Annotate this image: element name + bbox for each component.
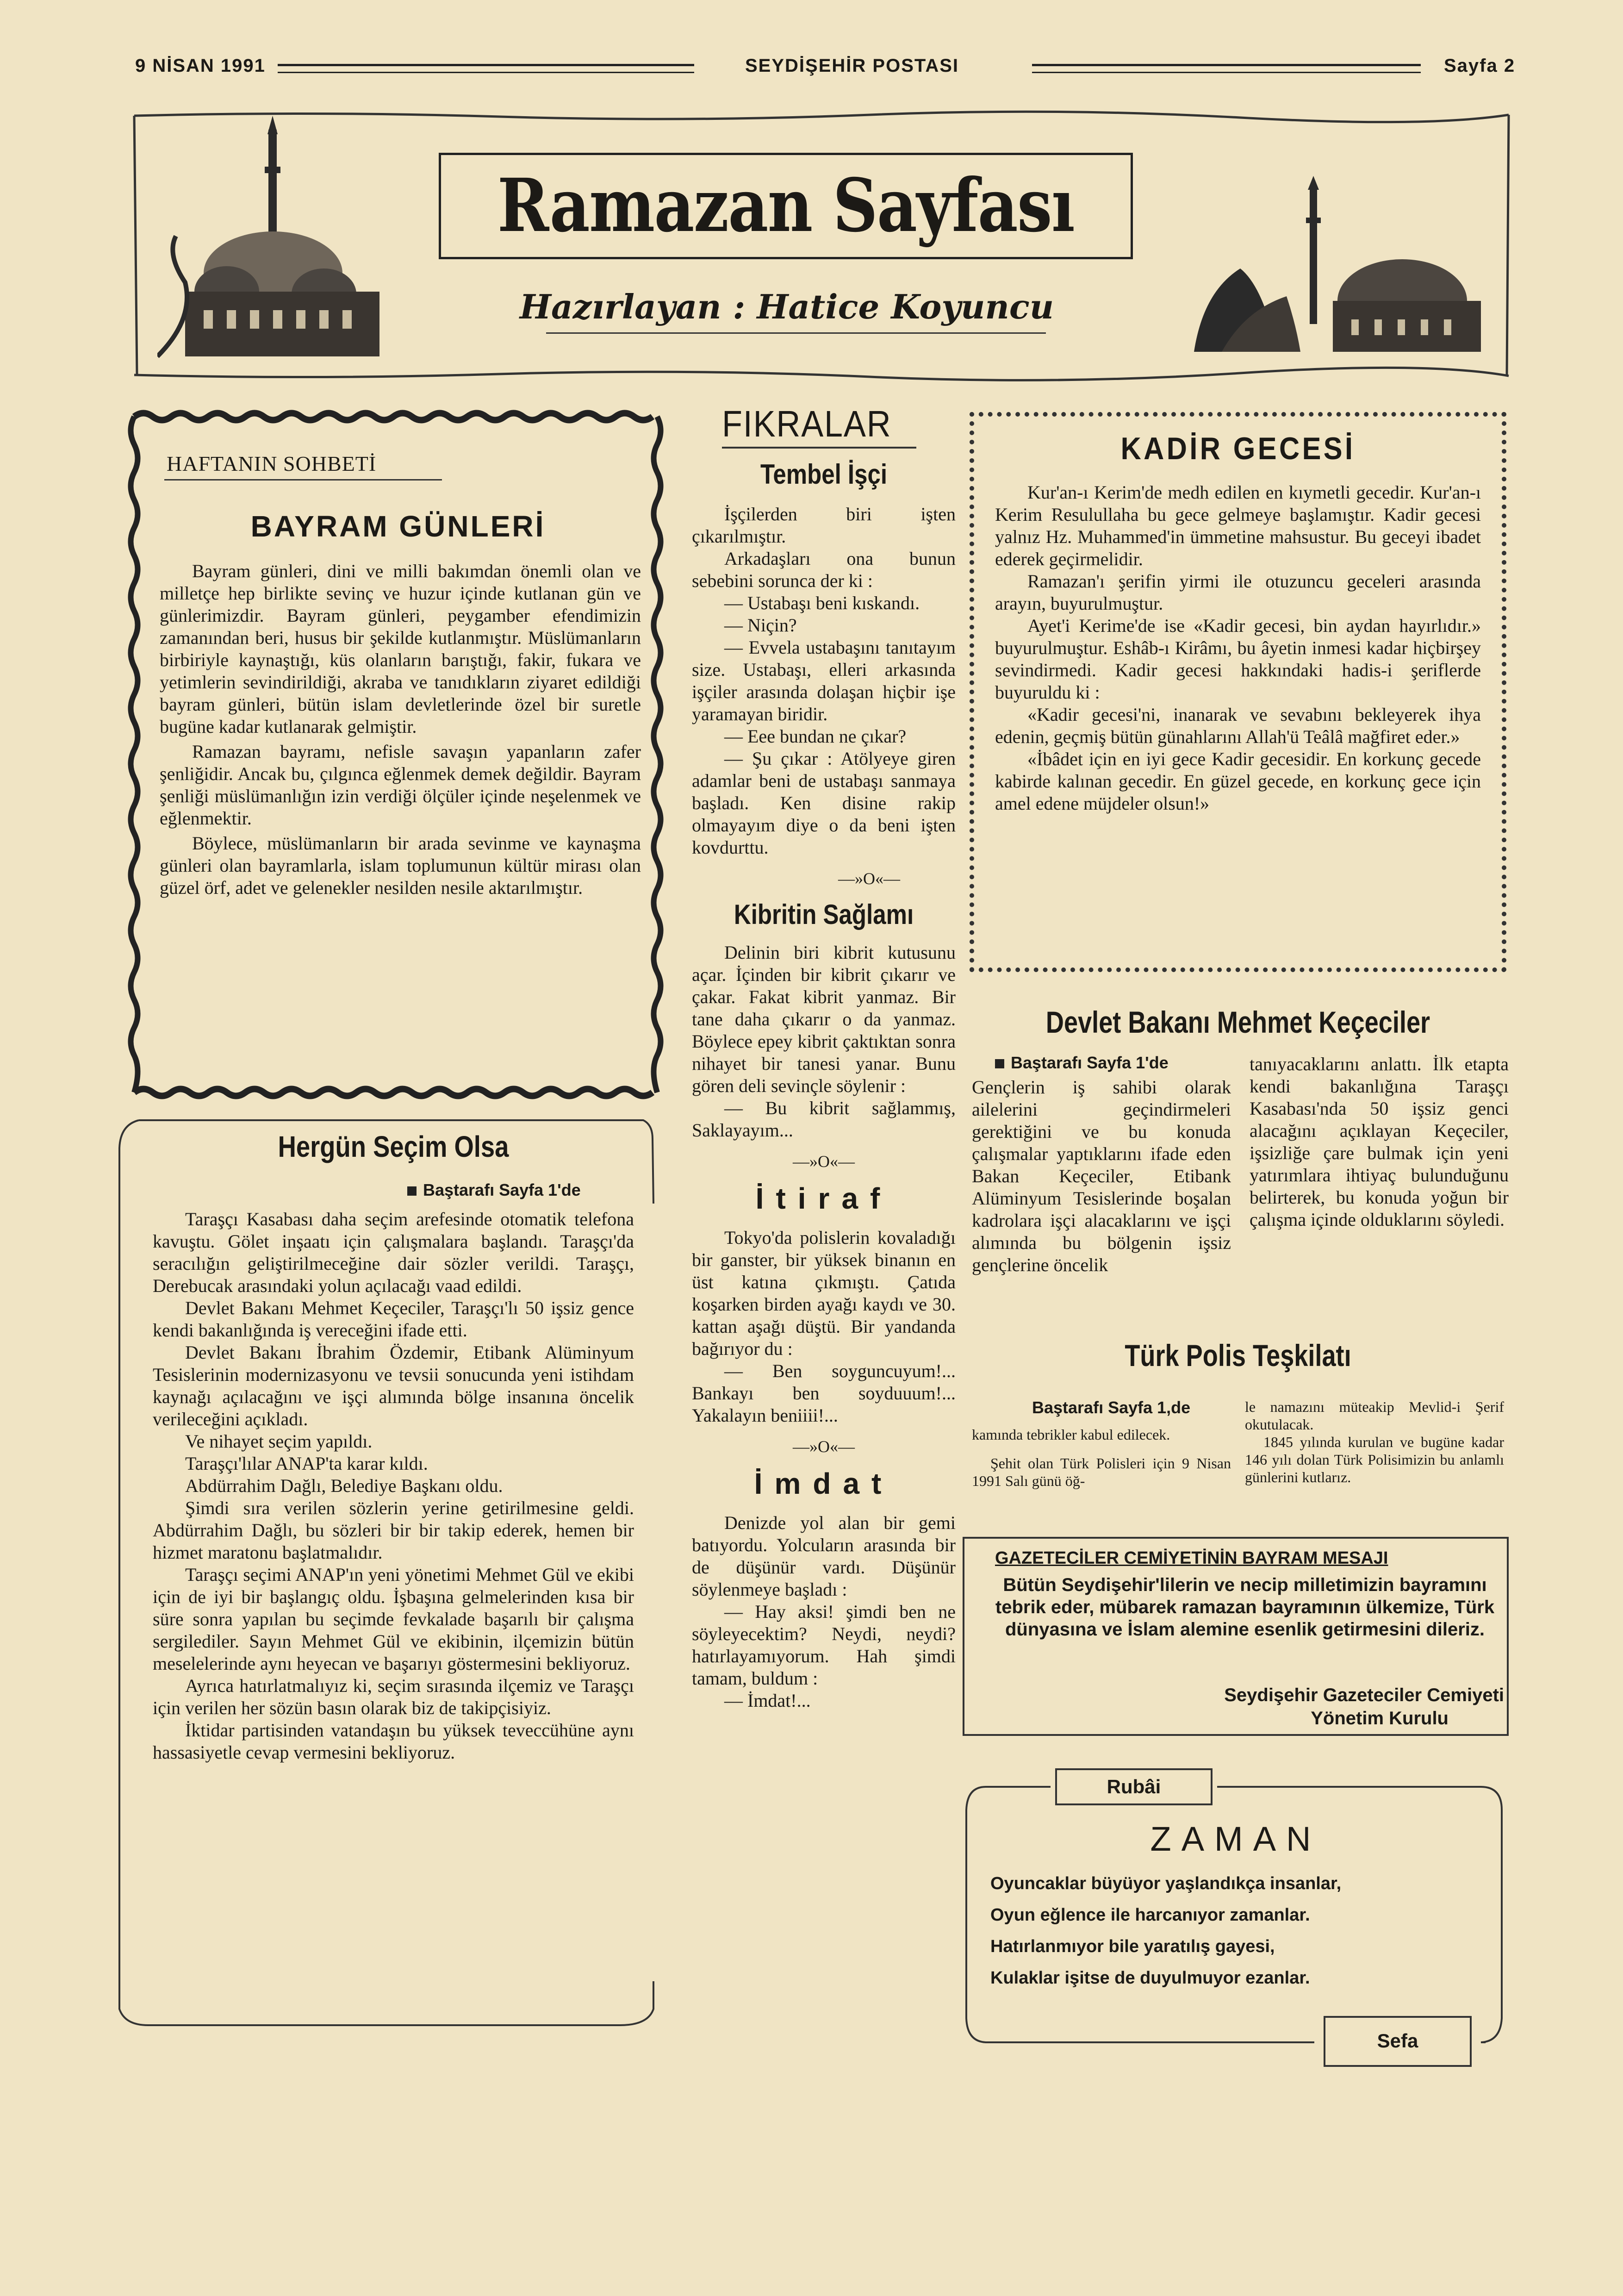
kadir-body [995,481,1481,815]
subtitle-underline [546,332,1046,334]
fikra-line: Delinin biri kibrit kutusunu açar. İçinden bir kibrit çıkarır ve çakar. Fakat kibrit yanmaz. Bir tane daha çıkarır o da yanmaz. Böylece epey kibrit çaktıktan sonra nihayet bir tanesi yanar. Bunu gören deli sevinçle söylenir : [692,942,956,1096]
mosque-illustration-left [157,116,417,361]
gazeteciler-sig1: Seydişehir Gazeteciler Cemiyeti [1224,1685,1504,1705]
sohbet-paragraph: Böylece, müslümanların bir arada sevinme ve kaynaşma günleri olan bayramlarla, islam toplumunun kültür mirası olan güzel örf, adet ve gelenekler nesilden nesile aktarılmıştır. [160,833,641,898]
fikra-line: — Hay aksi! şimdi ben ne söyleyecektim? Neydi, neydi? hatırlayamıyorum. Hah şimdi tamam, buldum : [692,1601,956,1689]
fikra-body [692,1512,956,1712]
fikra-title: Kibritin Sağlamı [734,899,914,930]
bullet-square-icon [995,1059,1004,1068]
hergun-paragraph: Ve nihayet seçim yapıldı. [185,1431,373,1452]
fikra-line: Denizde yol alan bir gemi batıyordu. Yolcuların arasında bir de düşünür vardı. Düşünür söylenmeye başladı : [692,1512,956,1600]
fikra-line: İşçilerden biri işten çıkarılmıştır. [692,504,956,547]
devlet-title: Devlet Bakanı Mehmet Keçeciler [1045,1005,1430,1039]
page-number: Sayfa 2 [1444,56,1516,76]
fikra-body [692,1227,956,1427]
masthead-rule-right [1032,64,1421,73]
fikralar-label: FIKRALAR [722,403,892,444]
fikra-line: — Bu kibrit sağlammış, Saklayayım... [692,1098,956,1141]
fikra-body [692,503,956,859]
hergun-continued [407,1180,581,1200]
fikra-line: Tokyo'da polislerin kovaladığı bir ganster, bir yüksek binanın en üst katına çıkmıştı. Çatıda koşarken birden ayağı kaydı ve 30. kattan aşağı düştü. Bir yandanda bağırıyor du : [692,1227,956,1359]
hergun-continued-text: Baştarafı Sayfa 1'de [423,1180,581,1199]
gazeteciler-body: Bütün Seydişehir'lilerin ve necip milletimizin bayramını tebrik eder, mübarek ramazan bayramının ülkemize, Türk dünyasına ve İslam alemine esenlik getirmesini dileriz. [995,1575,1495,1640]
fikra-title: İtiraf [755,1182,892,1215]
fikra-line: — İmdat!... [724,1690,811,1711]
fikra-line: — Eee bundan ne çıkar? [724,726,907,747]
polis-col2-text: le namazını müteakip Mevlid-i Şerif okutulacak. [1245,1398,1504,1433]
polis-col1-text: kamında tebrikler kabul edilecek. [972,1426,1170,1443]
newspaper-name: SEYDİŞEHİR POSTASI [745,56,959,76]
kadir-title: KADİR GECESİ [1120,431,1356,466]
banner-title: Ramazan Sayfası [497,163,1075,249]
fikra-body [692,942,956,1142]
rubai-author-box [1324,2016,1472,2067]
polis-continued: Baştarafı Sayfa 1,de [1032,1398,1191,1417]
sohbet-paragraph: Bayram günleri, dini ve milli bakımdan önemli olan ve milletçe hep birlikte sevinç ve huzur içinde kutlanan gün ve günlerimizdir. Bayram günleri, peygamber efendimizin zamanından beri, husus bir şekilde kutlanmıştır. Müslümanların birbiriyle kaynaştığı, küs olanların barıştığı, fakir, fukara ve yetimlerin sevindirildiği, akraba ve tanıdıkların ziyaret edildiği bayram günleri, bütün islam devletlerinde özel bir suretle bugüne kadar kutlanarak gelmiştir. [160,561,641,737]
fikra-line: — Niçin? [724,615,797,636]
kadir-paragraph: «İbâdet için en iyi gece Kadir gecesidir. En korkunç gecede kabirde kalınan gecedir. En güzel gecede, en korkunç gece için amel edene müjdeler olsun!» [995,749,1481,814]
rubai-line: Oyun eğlence ile harcanıyor zamanlar. [990,1905,1310,1925]
fikra-separator: —»O«— [793,1437,855,1456]
polis-col1 [972,1426,1231,1490]
sohbet-body [160,560,641,899]
polis-col1-text-b: Şehit olan Türk Polisleri için 9 Nisan 1991 Salı günü öğ- [972,1455,1231,1489]
mosque-illustration-right [1185,176,1499,361]
banner-subtitle: Hazırlayan : Hatice Koyuncu [519,287,1054,326]
polis-col2 [1245,1398,1504,1486]
polis-title: Türk Polis Teşkilatı [1125,1338,1351,1373]
fikra-line: — Ben soyguncuyum!... Bankayı ben soyduuum!... Yakalayın beniiii!... [692,1360,956,1426]
fikra-line: — Ustabaşı beni kıskandı. [724,593,920,613]
sohbet-label: HAFTANIN SOHBETİ [167,452,377,475]
gazeteciler-title: GAZETECİLER CEMİYETİNİN BAYRAM MESAJI [995,1548,1388,1568]
gazeteciler-sig2: Yönetim Kurulu [1311,1708,1449,1728]
hergun-paragraph: Abdürrahim Dağlı, Belediye Başkanı oldu. [185,1475,503,1496]
devlet-col1: Gençlerin iş sahibi olarak ailelerini geçindirmeleri gerektiğini ve bu konuda çalışmalar yaptıklarını ifade eden Bakan Keçeciler, Etibank Alüminyum Tesislerinde boşalan kadrolara işçi alacaklarını ve işçi alımında bu bölgenin işsiz gençlerine öncelik [972,1077,1231,1275]
rubai-label-box [1055,1768,1213,1805]
rubai-title: ZAMAN [1150,1820,1321,1858]
devlet-continued [995,1053,1169,1073]
hergun-paragraph: Devlet Bakanı Mehmet Keçeciler, Taraşçı'lı 50 işsiz gence kendi bakanlığında iş vereceğini ifade etti. [153,1298,634,1341]
kadir-paragraph: Ayet'i Kerime'de ise «Kadir gecesi, bin aydan hayırlıdır.» buyurulmuştur. Eshâb-ı Kirâmı, bu âyetin inmesi kadar hiçbirşey sevindirmedi. Kadir gecesi hakkındaki hadis-i şeriflerde buyuruldu ki : [995,615,1481,703]
rubai-author: Sefa [1377,2030,1418,2052]
issue-date: 9 NİSAN 1991 [135,56,266,76]
sohbet-paragraph: Ramazan bayramı, nefisle savaşın yapanların zafer şenliğidir. Ancak bu, çılgınca eğlenmek demek değildir. Bayram şenliği müslümanlığın izin verdiği ölçüler içinde neşelenmek ve eğlenmektir. [160,741,641,829]
fikra-line: — Evvela ustabaşını tanıtayım size. Ustabaşı, elleri arkasında işçiler arasında dolaşan hiçbir işe yaramayan biridir. [692,637,956,724]
hergun-paragraph: Şimdi sıra verilen sözlerin yerine getirilmesine geldi. Abdürrahim Dağlı, bu sözleri bir bir takip ederek, hemen bir hizmet maratonu başlatmalıdır. [153,1497,634,1563]
fikralar-underline [722,447,916,449]
masthead-rule-left [278,64,694,73]
fikra-separator: —»O«— [838,869,900,888]
hergun-paragraph: İktidar partisinden vatandaşın bu yüksek teveccühüne aynı hassasiyetle cevap vermesini bekliyoruz. [153,1720,634,1763]
devlet-col2: tanıyacaklarını anlattı. İlk etapta kendi bakanlığına Taraşçı Kasabası'nda 50 işsiz genci alacağını açıklayan Keçeciler, işsizliğe çare bulmak için yeni yatırımlara ihtiyaç bulunduğunu belirterek, bu konuda yoğun bir çalışma içinde olduklarını söyledi. [1250,1054,1509,1230]
fikra-column [692,458,956,1712]
fikra-line: — Şu çıkar : Atölyeye giren adamlar beni de ustabaşı sanmaya başladı. Ken disine rakip olmayayım diye o da beni işten kovdurttu. [692,748,956,858]
polis-col2-text-b: 1845 yılında kurulan ve bugüne kadar 146 yılı dolan Türk Polisimizin bu anlamlı günlerini kutlarız. [1245,1434,1504,1485]
devlet-continued-text: Baştarafı Sayfa 1'de [1011,1053,1169,1072]
banner-title-box [439,153,1133,259]
kadir-paragraph: «Kadir gecesi'ni, inanarak ve sevabını bekleyerek ihya edenin, geçmiş bütün günahlarını Allah'ü Teâlâ mağfiret eder.» [995,704,1481,747]
fikra-title: İmdat [754,1467,894,1500]
hergun-title: Hergün Seçim Olsa [278,1130,509,1163]
bullet-square-icon [407,1186,417,1196]
kadir-paragraph: Ramazan'ı şerifin yirmi ile otuzuncu geceleri arasında arayın, buyurulmuştur. [995,571,1481,614]
hergun-paragraph: Taraşçı Kasabası daha seçim arefesinde otomatik telefona kavuştu. Gölet inşaatı için çalışmalara başlandı. Taraşçı'da seracılığın geliştirilmeceğine dair sözler verildi. Taraşçı, Derebucak arasındaki yolun açılacağı vaad edildi. [153,1209,634,1296]
kadir-paragraph: Kur'an-ı Kerim'de medh edilen en kıymetli gecedir. Kur'an-ı Kerim Resulullaha bu gece gelmeye başlamıştır. Kadir gecesi yalnız Hz. Muhammed'in ümmetine mahsustur. Bu geceyi ibadet ederek geçirmelidir. [995,482,1481,569]
fikra-separator: —»O«— [793,1152,855,1171]
hergun-paragraph: Taraşçı seçimi ANAP'ın yeni yönetimi Mehmet Gül ve ekibi için de iyi bir başlangıç oldu. İşbaşına gelmelerinden kısa bir süre sonra yapılan bu seçimde fevkalade başarılı bir çalışma sergilediler. Sayın Mehmet Gül ve ekibinin, ilçemizin bütün meselelerinde aynı heyecan ve başarıyı göstermesini bekliyoruz. [153,1564,634,1674]
rubai-lines [990,1868,1499,1994]
fikra-line: Arkadaşları ona bunun sebebini sorunca der ki : [692,548,956,591]
rubai-line: Hatırlanmıyor bile yaratılış gayesi, [990,1937,1275,1956]
rubai-line: Oyuncaklar büyüyor yaşlandıkça insanlar, [990,1874,1342,1893]
hergun-paragraph: Devlet Bakanı İbrahim Özdemir, Etibank Alüminyum Tesislerinin modernizasyonu ve tevsii sonucunda yeni istihdam kaynağı açılacağını ve işçi alımında bölge insanına öncelik verileceğini açıkladı. [153,1342,634,1429]
rubai-line: Kulaklar işitse de duyulmuyor ezanlar. [990,1968,1310,1988]
rubai-label: Rubâi [1107,1776,1161,1797]
sohbet-title: BAYRAM GÜNLERİ [250,510,546,543]
fikra-title: Tembel İşçi [760,459,887,490]
hergun-paragraph: Ayrıca hatırlatmalıyız ki, seçim sırasında ilçemiz ve Taraşçı için verilen her sözün basın olarak biz de takipçisiyiz. [153,1675,634,1718]
hergun-body [153,1208,634,1764]
hergun-paragraph: Taraşçı'lılar ANAP'ta karar kıldı. [185,1453,428,1474]
sohbet-label-underline [164,479,442,480]
